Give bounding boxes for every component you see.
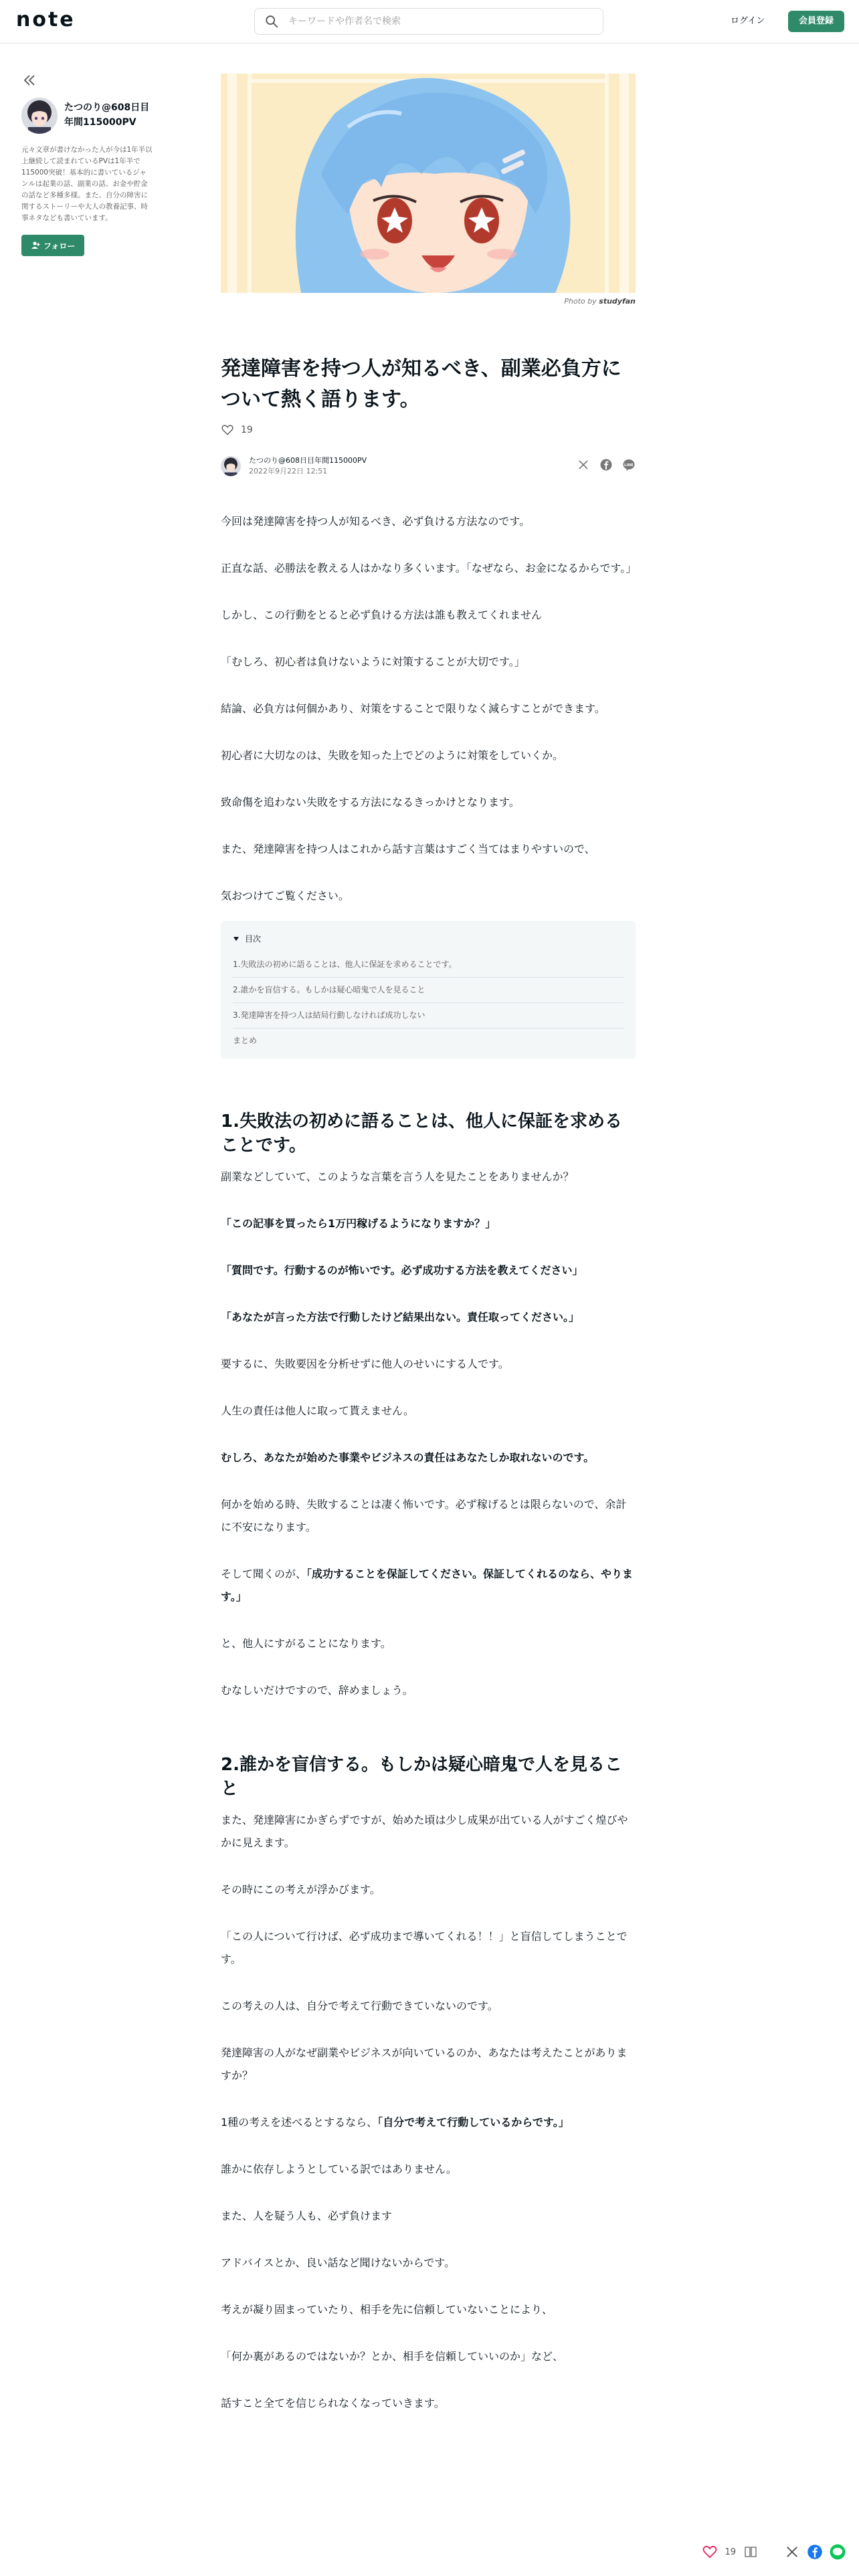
follow-label: フォロー bbox=[43, 241, 76, 251]
caret-down-icon bbox=[233, 936, 240, 942]
author-avatar[interactable] bbox=[221, 456, 241, 476]
paragraph bbox=[221, 2111, 636, 2134]
share-buttons bbox=[577, 458, 636, 471]
publish-date: 2022年9月22日 12:51 bbox=[249, 467, 328, 475]
like-area bbox=[221, 423, 636, 437]
eyecatch-image bbox=[221, 74, 636, 293]
paragraph: 初心者に大切なのは、失敗を知った上でどのように対策をしていくか。 bbox=[221, 749, 564, 762]
paragraph: 話すこと全てを信じられなくなっていきます。 bbox=[221, 2397, 445, 2409]
note-logo[interactable]: note bbox=[16, 8, 76, 31]
paragraph: また、発達障害にかぎらずですが、始めた頃は少し成果が出ている人がすごく煌びやかに見えます。 bbox=[221, 1814, 628, 1849]
paragraph: 「質問です。行動するのが怖いです。必ず成功する方法を教えてください」 bbox=[221, 1264, 583, 1277]
article bbox=[221, 74, 636, 2439]
toc-item[interactable]: 3.発達障害を持つ人は結局行動しなければ成功しない bbox=[233, 1003, 624, 1029]
line-icon[interactable] bbox=[622, 458, 636, 471]
search-input[interactable] bbox=[287, 15, 584, 27]
paragraph: 致命傷を追わない失敗をする方法になるきっかけとなります。 bbox=[221, 796, 520, 809]
paragraph: 今回は発達障害を持つ人が知るべき、必ず負ける方法なのです。 bbox=[221, 515, 531, 528]
photo-credit-prefix: Photo by bbox=[564, 297, 597, 306]
paragraph bbox=[221, 1563, 636, 1608]
paragraph: 副業などしていて、このような言葉を言う人を見たことをありませんか？ bbox=[221, 1170, 574, 1183]
photo-credit-name[interactable]: studyfan bbox=[599, 297, 636, 306]
paragraph: 人生の責任は他人に取って貰えません。 bbox=[221, 1404, 414, 1417]
paragraph: 発達障害の人がなぜ副業やビジネスが向いているのか、あなたは考えたことがありますか？ bbox=[221, 2046, 628, 2082]
paragraph: 正直な話、必勝法を教える人はかなり多くいます。「なぜなら、お金になるからです。」 bbox=[221, 562, 637, 574]
paragraph: しかし、この行動をとると必ず負ける方法は誰も教えてくれません bbox=[221, 609, 543, 621]
article-body bbox=[221, 510, 636, 2415]
section-heading: 1.失敗法の初めに語ることは、他人に保証を求めることです。 bbox=[221, 1111, 622, 1156]
search-icon bbox=[264, 14, 279, 29]
section-heading: 2.誰かを盲信する。もしかは疑心暗鬼で人を見ること bbox=[221, 1755, 622, 1799]
paragraph: この考えの人は、自分で考えて行動できていないのです。 bbox=[221, 2000, 498, 2012]
paragraph: 「何か裏があるのではないか？とか、相手を信頼していいのか」など、 bbox=[221, 2350, 564, 2363]
photo-credit bbox=[221, 297, 636, 306]
line-icon[interactable] bbox=[830, 2544, 846, 2560]
add-user-icon bbox=[31, 241, 40, 250]
facebook-icon[interactable] bbox=[599, 458, 613, 471]
toc-toggle[interactable] bbox=[233, 933, 624, 944]
like-count: 19 bbox=[241, 425, 253, 435]
table-of-contents bbox=[221, 921, 636, 1059]
signup-button[interactable]: 会員登録 bbox=[788, 11, 844, 32]
paragraph: 誰かに依存しようとしている訳ではありません。 bbox=[221, 2163, 457, 2175]
creator-avatar[interactable] bbox=[21, 98, 58, 134]
paragraph: その時にこの考えが浮かびます。 bbox=[221, 1883, 381, 1896]
paragraph-bold: 「成功することを保証してください。保証してくれるのなら、やります。」 bbox=[221, 1568, 634, 1603]
follow-button[interactable] bbox=[21, 235, 84, 256]
paragraph: また、発達障害を持つ人はこれから話す言葉はすごく当てはまりやすいので、 bbox=[221, 843, 595, 855]
paragraph bbox=[221, 1446, 636, 1469]
paragraph: 考えが凝り固まっていたり、相手を先に信頼していないことにより、 bbox=[221, 2303, 553, 2316]
heart-icon[interactable] bbox=[702, 2544, 718, 2560]
login-link[interactable]: ログイン bbox=[731, 16, 765, 26]
x-twitter-icon[interactable] bbox=[784, 2544, 800, 2560]
paragraph-lead: 1種の考えを述べるとするなら、 bbox=[221, 2116, 378, 2129]
paragraph: 「この人について行けば、必ず成功まで導いてくれる！！」と盲信してしまうことです。 bbox=[221, 1930, 628, 1965]
paragraph: 要するに、失敗要因を分析せずに他人のせいにする人です。 bbox=[221, 1358, 509, 1370]
paragraph-lead: そして聞くのが、 bbox=[221, 1568, 307, 1580]
creator-name[interactable]: たつのり@608日目年間115000PV bbox=[64, 102, 150, 128]
paragraph: 何かを始める時、失敗することは凄く怖いです。必ず稼げるとは限らないので、余計に不安になります。 bbox=[221, 1498, 627, 1533]
toc-heading: 目次 bbox=[245, 934, 262, 944]
site-header bbox=[0, 0, 859, 43]
facebook-icon[interactable] bbox=[807, 2544, 823, 2560]
paragraph: アドバイスとか、良い話など聞けないからです。 bbox=[221, 2256, 456, 2269]
paragraph: むなしいだけですので、辞めましょう。 bbox=[221, 1684, 413, 1697]
x-twitter-icon[interactable] bbox=[577, 458, 590, 471]
toc-item[interactable]: 2.誰かを盲信する。もしかは疑心暗鬼で人を見ること bbox=[233, 978, 624, 1003]
byline bbox=[221, 453, 636, 479]
article-title: 発達障害を持つ人が知るべき、副業必負方について熱く語ります。 bbox=[221, 357, 622, 411]
paragraph-bold: あなたが始めた事業やビジネスの責任はあなたしか取れないのです。 bbox=[264, 1451, 595, 1464]
floating-like-count: 19 bbox=[725, 2547, 736, 2557]
author-name[interactable]: たつのり@608日目年間115000PV bbox=[249, 456, 367, 465]
paragraph: と、他人にすがることになります。 bbox=[221, 1637, 391, 1650]
toc-item[interactable]: 1.失敗法の初めに語ることは、他人に保証を求めることです。 bbox=[233, 952, 624, 978]
paragraph: 結論、必負方は何個かあり、対策をすることで限りなく減らすことができます。 bbox=[221, 702, 605, 715]
paragraph: また、人を疑う人も、必ず負けます bbox=[221, 2210, 393, 2222]
heart-icon[interactable] bbox=[221, 423, 234, 437]
floating-action-bar bbox=[702, 2544, 846, 2560]
creator-profile bbox=[21, 98, 155, 256]
paragraph: 気おつけてご覧ください。 bbox=[221, 889, 349, 902]
double-chevron-left-icon[interactable] bbox=[21, 72, 37, 88]
paragraph: 「この記事を買ったら1万円稼げるようになりますか？」 bbox=[221, 1217, 496, 1230]
magazine-icon[interactable] bbox=[743, 2544, 759, 2560]
search-box[interactable] bbox=[254, 8, 603, 35]
paragraph-bold: 「自分で考えて行動しているからです。」 bbox=[377, 2116, 569, 2129]
paragraph: 「むしろ、初心者は負けないように対策することが大切です。」 bbox=[221, 655, 525, 668]
paragraph-lead: むしろ、 bbox=[221, 1451, 264, 1464]
svg-text:LINE: LINE bbox=[624, 463, 634, 467]
paragraph: 「あなたが言った方法で行動したけど結果出ない。責任取ってください。」 bbox=[221, 1311, 580, 1323]
toc-item[interactable]: まとめ bbox=[233, 1036, 258, 1045]
creator-bio: 元々文章が書けなかった人が今は1年半以上継続して読まれているPVは1年半で115000突破！基本的に書いているジャンルは起業の話、副業の話、お金や貯金の話など多種多様。また、自分の障害に関するストーリーや大人の教養記事、時事ネタなども書いています。 bbox=[21, 146, 153, 222]
